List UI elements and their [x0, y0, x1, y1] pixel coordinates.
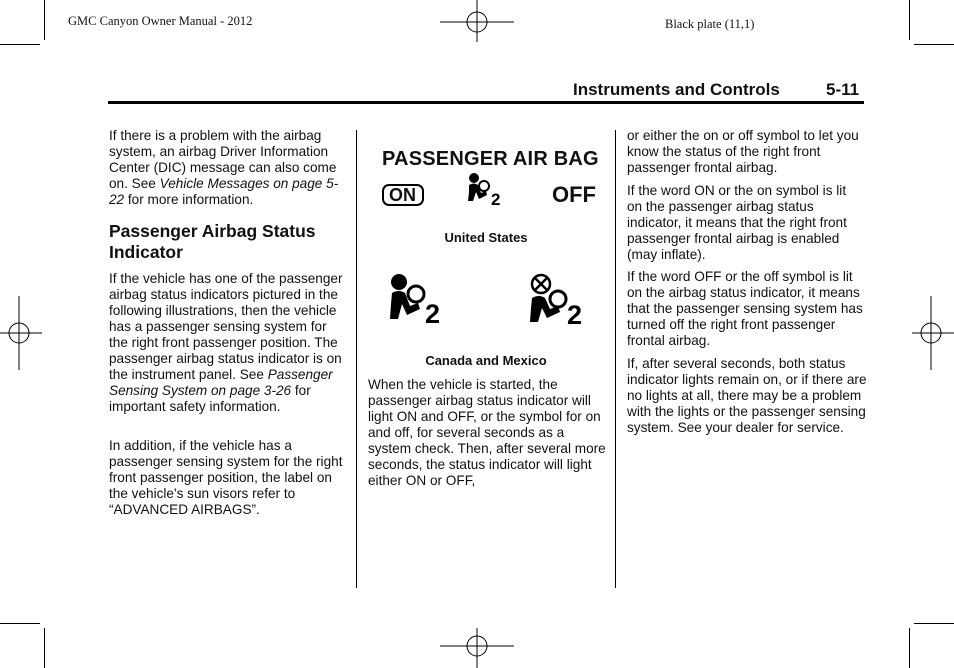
crosshair-registration-icon — [440, 0, 514, 42]
figure-caption: United States — [444, 230, 528, 245]
paragraph: or either the on or off symbol to let you know the status of the right front passenger frontal airbag. — [627, 128, 859, 175]
crop-mark — [0, 44, 40, 45]
svg-text:2: 2 — [491, 190, 501, 206]
paragraph: In addition, if the vehicle has a passenger sensing system for the right front passenger position, the label on the vehicle's sun visors refer to “ADVANCED AIRBAGS”. — [109, 438, 343, 517]
crop-mark — [909, 0, 910, 40]
svg-text:2: 2 — [567, 300, 583, 326]
crosshair-registration-icon — [440, 628, 514, 668]
plate-label: Black plate (11,1) — [665, 17, 755, 31]
paragraph: If the word ON or the on symbol is lit on the passenger airbag status indicator, it means that the right front passenger frontal airbag is enabled (may inflate). — [627, 183, 847, 262]
section-title: Instruments and Controls — [573, 80, 780, 99]
page-number: 5-11 — [826, 80, 860, 99]
off-label: OFF — [552, 182, 596, 207]
crop-mark — [909, 628, 910, 668]
crop-mark — [914, 623, 954, 624]
crop-mark — [44, 0, 45, 40]
section-heading: Passenger Airbag Status Indicator — [109, 221, 316, 262]
crop-mark — [0, 623, 40, 624]
svg-text:2: 2 — [425, 299, 441, 326]
column-divider — [615, 130, 616, 588]
paragraph: If, after several seconds, both status indicator lights remain on, or if there are no lights at all, there may be a problem with the lights or the passenger sensing system. See your dealer for service. — [627, 356, 867, 435]
figure-title: PASSENGER AIR BAG — [382, 148, 599, 170]
on-indicator — [382, 184, 424, 206]
cross-reference-link: Vehicle Messages on page 5-22 — [109, 176, 339, 207]
paragraph: If the vehicle has one of the passenger airbag status indicators pictured in the following illustrations, then the vehicle has a passenger sensing system for the right front passenger position. The passenger airbag status indicator is on the instrument panel. See Passenger Sensing System on page 3-26 for important safety information. — [109, 271, 343, 414]
passenger-airbag-icon — [386, 272, 448, 326]
crop-mark — [914, 44, 954, 45]
passenger-airbag-icon — [465, 172, 505, 206]
crosshair-registration-icon — [912, 296, 954, 370]
manual-title: GMC Canyon Owner Manual - 2012 — [68, 14, 253, 28]
figure-caption: Canada and Mexico — [425, 353, 547, 368]
on-label: ON — [389, 185, 416, 205]
cross-reference-link: Passenger Sensing System on page 3-26 — [109, 367, 333, 398]
column-divider — [356, 130, 357, 588]
paragraph: If the word OFF or the off symbol is lit on the airbag status indicator, it means that the passenger sensing system has turned off the right front passenger frontal airbag. — [627, 269, 863, 348]
crop-mark — [44, 628, 45, 668]
header-rule — [108, 101, 864, 104]
crosshair-registration-icon — [0, 296, 42, 370]
airbag-off-icon — [526, 272, 590, 326]
paragraph: If there is a problem with the airbag system, an airbag Driver Information Center (DIC) message can also come on. See Vehicle Messages on page 5-22 for more information. — [109, 128, 339, 207]
paragraph: When the vehicle is started, the passenger airbag status indicator will light ON and OFF, or the symbol for on and off, for several seconds as a system check. Then, after several more seconds, the status indicator will light either ON or OFF, — [368, 377, 606, 488]
